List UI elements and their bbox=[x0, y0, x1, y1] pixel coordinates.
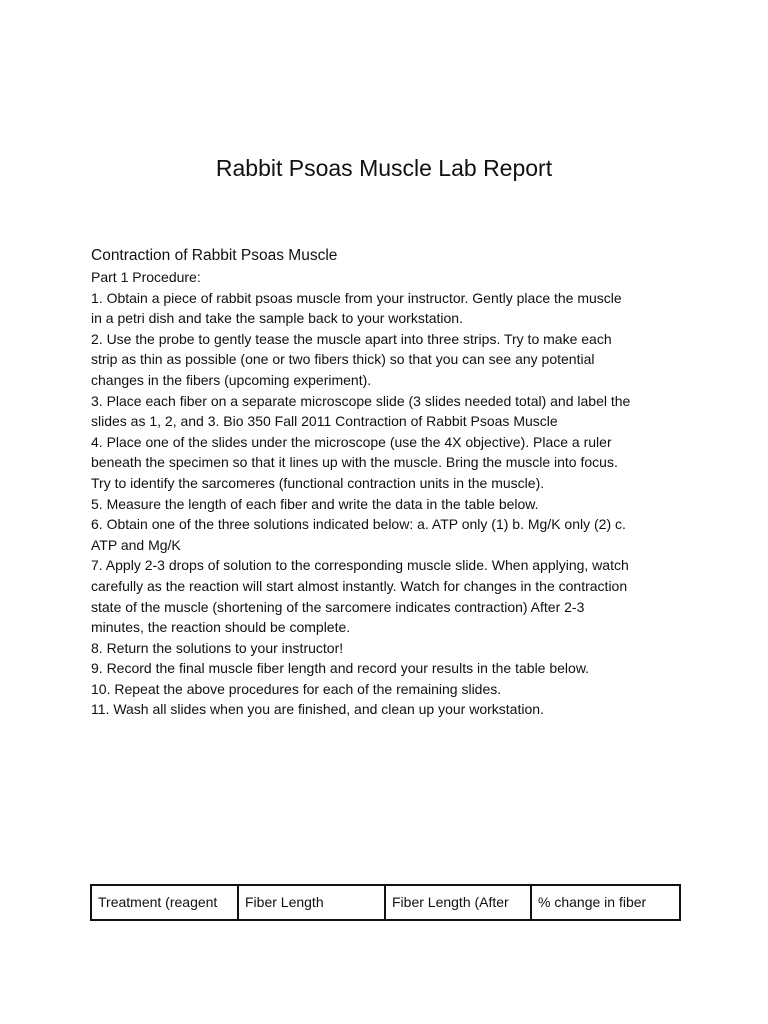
procedure-line: in a petri dish and take the sample back to your workstation. bbox=[91, 310, 463, 327]
procedure-line: 5. Measure the length of each fiber and write the data in the table below. bbox=[91, 495, 539, 512]
procedure-line: 8. Return the solutions to your instructor! bbox=[91, 639, 344, 656]
header-percent-change: % change in fiber bbox=[531, 885, 680, 920]
procedure-line: Part 1 Procedure: bbox=[91, 269, 201, 285]
procedure-line: 7. Apply 2-3 drops of solution to the corresponding muscle slide. When applying, watch bbox=[91, 557, 629, 574]
header-fiber-length-after: Fiber Length (After bbox=[385, 885, 531, 920]
procedure-line: 3. Place each fiber on a separate microscope slide (3 slides needed total) and label the bbox=[91, 392, 631, 409]
table-header-row bbox=[91, 885, 680, 920]
procedure-line: ATP and Mg/K bbox=[91, 536, 181, 553]
procedure-line: state of the muscle (shortening of the sarcomere indicates contraction) After 2-3 bbox=[91, 598, 585, 615]
procedure-line: 9. Record the final muscle fiber length and record your results in the table below. bbox=[91, 660, 590, 677]
procedure-line: 11. Wash all slides when you are finished, and clean up your workstation. bbox=[91, 701, 544, 718]
procedure-line: Try to identify the sarcomeres (functional contraction units in the muscle). bbox=[91, 474, 545, 491]
procedure-text bbox=[91, 267, 691, 720]
procedure-line: 1. Obtain a piece of rabbit psoas muscle from your instructor. Gently place the muscle bbox=[91, 289, 622, 306]
procedure-line: carefully as the reaction will start almost instantly. Watch for changes in the contraction bbox=[91, 577, 628, 594]
procedure-line: 4. Place one of the slides under the microscope (use the 4X objective). Place a ruler bbox=[91, 433, 612, 450]
page-title: Rabbit Psoas Muscle Lab Report bbox=[215, 155, 553, 181]
procedure-line: 10. Repeat the above procedures for each of the remaining slides. bbox=[91, 680, 502, 697]
procedure-line: minutes, the reaction should be complete. bbox=[91, 619, 351, 636]
results-table bbox=[90, 884, 681, 921]
procedure-line: changes in the fibers (upcoming experiment). bbox=[91, 371, 372, 388]
section-heading: Contraction of Rabbit Psoas Muscle bbox=[91, 247, 338, 264]
procedure-line: beneath the specimen so that it lines up with the muscle. Bring the muscle into focus. bbox=[91, 454, 618, 471]
procedure-line: strip as thin as possible (one or two fibers thick) so that you can see any potential bbox=[91, 351, 595, 368]
procedure-line: 2. Use the probe to gently tease the muscle apart into three strips. Try to make each bbox=[91, 330, 612, 347]
procedure-line: 6. Obtain one of the three solutions indicated below: a. ATP only (1) b. Mg/K only (2) c. bbox=[91, 516, 626, 533]
header-treatment: Treatment (reagent bbox=[91, 885, 238, 920]
header-fiber-length: Fiber Length bbox=[238, 885, 385, 920]
procedure-line: slides as 1, 2, and 3. Bio 350 Fall 2011 Contraction of Rabbit Psoas Muscle bbox=[91, 413, 558, 430]
